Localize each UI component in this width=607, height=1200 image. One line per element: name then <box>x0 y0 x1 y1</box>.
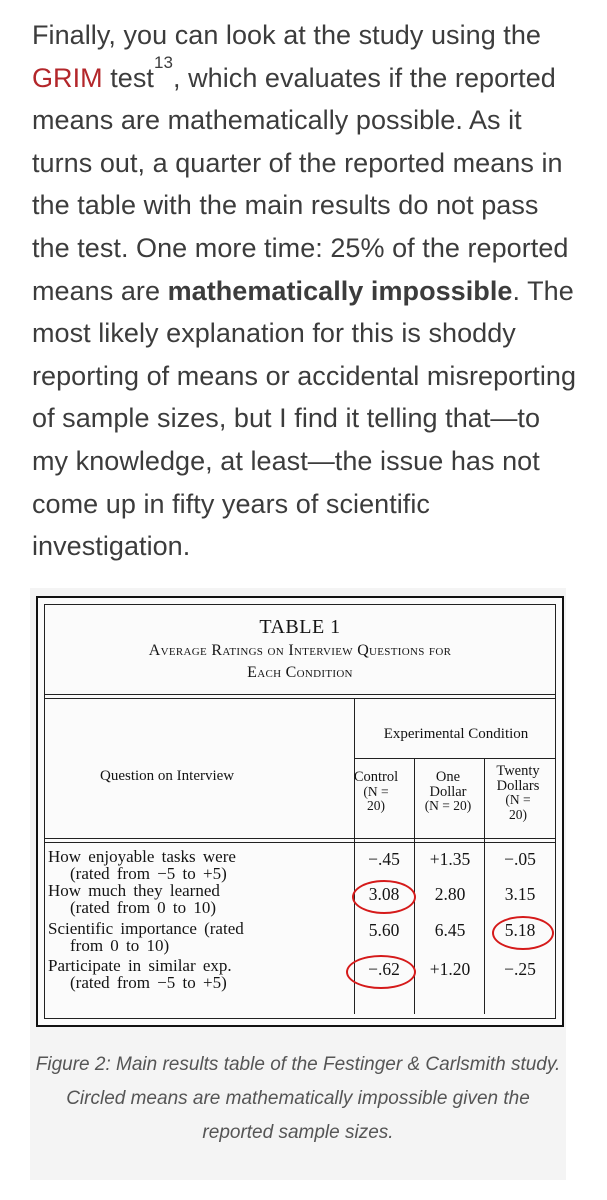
table-scan-image <box>36 596 564 1027</box>
one-dollar-column-header <box>410 770 486 814</box>
control-header-line-1: Control <box>353 769 399 785</box>
header-rule <box>44 838 556 839</box>
footnote-13-link[interactable]: 13 <box>153 52 173 72</box>
header-rule-double <box>44 842 556 843</box>
row-2-control-value: 3.08 <box>368 884 400 904</box>
twenty-header-line-1: Twenty <box>496 763 540 779</box>
group-header-rule <box>354 758 556 759</box>
paragraph-text-2: test <box>102 62 154 93</box>
one-dollar-header-line-3: (N = 20) <box>424 798 472 813</box>
twenty-dollars-column-header <box>480 764 556 822</box>
row-3-one-dollar-value: 6.45 <box>434 920 466 940</box>
table-title: TABLE 1 <box>259 616 341 638</box>
row-4-twenty-dollars-value: −.25 <box>504 959 536 979</box>
control-header-line-3: 20) <box>367 798 385 813</box>
row-3-scale: from 0 to 10) <box>70 936 170 955</box>
table-row-question <box>48 957 232 991</box>
twenty-header-line-3: (N = <box>505 792 531 807</box>
row-3-control-value: 5.60 <box>368 920 400 940</box>
emphasis-text: mathematically impossible <box>167 275 513 306</box>
table-rule-top-double <box>44 698 556 699</box>
table-row-question <box>48 920 244 954</box>
table-caption-line-1: Average Ratings on Interview Questions for <box>148 642 452 659</box>
table-row-question <box>48 882 220 916</box>
row-3-question: Scientific importance (rated <box>48 919 244 938</box>
grim-link[interactable]: GRIM <box>32 62 103 93</box>
twenty-header-line-2: Dollars <box>496 777 540 794</box>
row-4-question: Participate in similar exp. <box>48 956 232 975</box>
row-2-twenty-dollars-value: 3.15 <box>504 884 536 904</box>
one-dollar-header-line-2: Dollar <box>429 783 467 800</box>
impossible-mean-circle <box>352 880 416 914</box>
paragraph-text-1: Finally, you can look at the study using the <box>32 20 541 50</box>
row-1-question: How enjoyable tasks were <box>48 847 236 866</box>
table-caption-line-2: Each Condition <box>247 664 353 681</box>
paragraph-text-4: . The most likely explanation for this is shoddy reporting of means or accidental misreporting of sample sizes, but I find it telling that—to my knowledge, at least—the issue has not come up in fifty years of scientific investigation. <box>32 275 577 562</box>
row-3-twenty-dollars-value: 5.18 <box>504 920 536 940</box>
row-2-one-dollar-value: 2.80 <box>434 884 466 904</box>
group-header: Experimental Condition <box>383 726 529 742</box>
control-header-line-2: (N = <box>363 783 389 799</box>
row-4-one-dollar-value: +1.20 <box>429 959 471 979</box>
table-row-question <box>48 848 236 882</box>
table-rule-top <box>44 694 556 695</box>
row-2-question: How much they learned <box>48 881 220 900</box>
row-1-scale: (rated from −5 to +5) <box>70 864 227 883</box>
question-column-header: Question on Interview <box>100 768 235 784</box>
table-caption <box>38 640 562 684</box>
article-paragraph <box>32 14 582 568</box>
row-1-twenty-dollars-value: −.05 <box>504 849 536 869</box>
row-1-control-value: −.45 <box>368 849 400 869</box>
row-2-scale: (rated from 0 to 10) <box>70 898 217 917</box>
row-4-control-value: −.62 <box>368 959 400 979</box>
row-4-scale: (rated from −5 to +5) <box>70 973 227 992</box>
control-column-header <box>338 770 414 814</box>
paragraph-text-3: , which evaluates if the reported means are mathematically possible. As it turns out, a quarter of the reported means in the table with the main results do not pass the test. One more time: 25% of the reported means are <box>32 62 569 306</box>
impossible-mean-circle <box>492 916 554 950</box>
twenty-header-line-4: 20) <box>509 806 527 822</box>
row-1-one-dollar-value: +1.35 <box>429 849 471 869</box>
figure <box>30 588 566 1180</box>
figure-caption: Figure 2: Main results table of the Festinger & Carlsmith study. Circled means are mathematically impossible given the reported sample sizes. <box>35 1054 561 1143</box>
impossible-mean-circle <box>346 955 416 989</box>
one-dollar-header-line-1: One <box>435 769 461 785</box>
